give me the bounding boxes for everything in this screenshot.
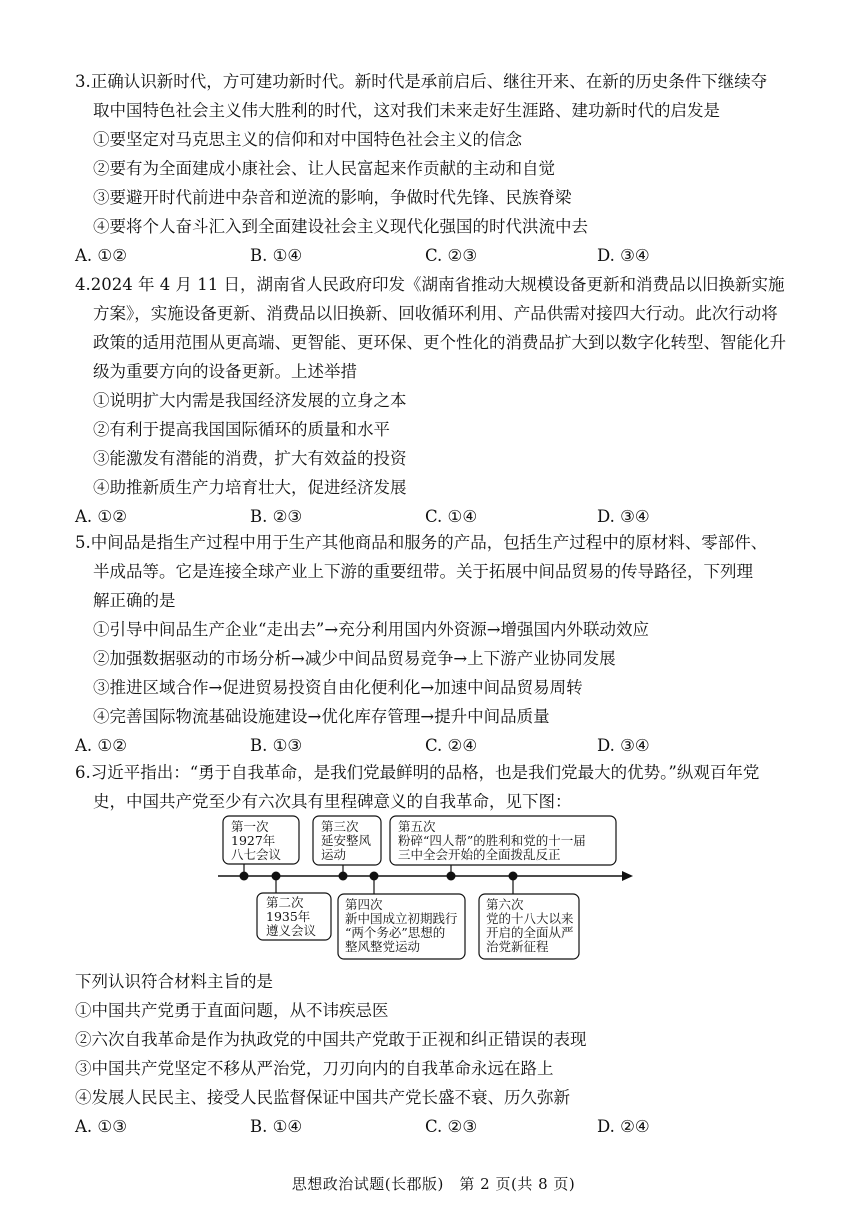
q4-stem-line-1: 4.2024 年 4 月 11 日，湖南省人民政府印发《湖南省推动大规模设备更新和消费品以旧换新实施 [75, 275, 785, 294]
q4-option-a[interactable]: A. ①② [75, 507, 127, 526]
timeline-dot-1 [240, 872, 249, 881]
first-year: 1927年 [231, 833, 276, 848]
first-event: 八七会议 [231, 847, 282, 862]
q5-option-c[interactable]: C. ②④ [425, 736, 478, 755]
timeline-dot-5 [447, 872, 456, 881]
page-footer: 思想政治试题(长郡版) 第 2 页(共 8 页) [291, 1175, 576, 1193]
q5-stem-line-3: 解正确的是 [93, 591, 176, 610]
q3-item-3: ③要避开时代前进中杂音和逆流的影响，争做时代先锋、民族脊梁 [93, 188, 572, 207]
q6-option-c[interactable]: C. ②③ [425, 1117, 478, 1136]
third-event-2: 运动 [321, 847, 347, 862]
q6-sub-stem: 下列认识符合材料主旨的是 [75, 972, 273, 991]
q3-option-a[interactable]: A. ①② [75, 246, 127, 265]
q4-item-4: ④助推新质生产力培育壮大，促进经济发展 [93, 478, 407, 497]
sixth-event-3: 治党新征程 [486, 939, 549, 954]
q4-stem-line-4: 级为重要方向的设备更新。上述举措 [93, 362, 357, 381]
timeline-dot-4 [370, 872, 379, 881]
fourth-event-1: 新中国成立初期践行 [345, 911, 458, 926]
q3-stem-line-2: 取中国特色社会主义伟大胜利的时代，这对我们未来走好生涯路、建功新时代的启发是 [93, 101, 720, 120]
q5-stem-line-2: 半成品等。它是连接全球产业上下游的重要纽带。关于拓展中间品贸易的传导路径，下列理 [93, 562, 753, 581]
q6-item-4: ④发展人民民主、接受人民监督保证中国共产党长盛不衰、历久弥新 [75, 1088, 570, 1107]
sixth-label: 第六次 [486, 897, 524, 912]
sixth-event-2: 开启的全面从严 [486, 925, 574, 940]
q5-item-3: ③推进区域合作→促进贸易投资自由化便利化→加速中间品贸易周转 [93, 678, 583, 697]
q3-option-d[interactable]: D. ③④ [597, 246, 650, 265]
q6-stem-line-1: 6.习近平指出：“勇于自我革命，是我们党最鲜明的品格，也是我们党最大的优势。”纵观百年党 [75, 763, 760, 782]
q3-item-2: ②要有为全面建成小康社会、让人民富起来作贡献的主动和自觉 [93, 159, 555, 178]
first-label: 第一次 [231, 819, 269, 834]
q5-option-b[interactable]: B. ①③ [250, 736, 303, 755]
q3-item-1: ①要坚定对马克思主义的信仰和对中国特色社会主义的信念 [93, 130, 522, 149]
q5-stem-line-1: 5.中间品是指生产过程中用于生产其他商品和服务的产品，包括生产过程中的原材料、零部件、 [75, 533, 768, 552]
q4-item-1: ①说明扩大内需是我国经济发展的立身之本 [93, 391, 407, 410]
sixth-event-1: 党的十八大以来 [486, 911, 574, 926]
timeline-dot-2 [272, 872, 281, 881]
q4-stem-line-3: 政策的适用范围从更高端、更智能、更环保、更个性化的消费品扩大到以数字化转型、智能化升 [93, 333, 786, 352]
q5-item-2: ②加强数据驱动的市场分析→减少中间品贸易竞争→上下游产业协同发展 [93, 649, 616, 668]
q5-item-4: ④完善国际物流基础设施建设→优化库存管理→提升中间品质量 [93, 707, 550, 726]
q4-option-d[interactable]: D. ③④ [597, 507, 650, 526]
q6-item-3: ③中国共产党坚定不移从严治党，刀刃向内的自我革命永远在路上 [75, 1059, 554, 1078]
q3-option-b[interactable]: B. ①④ [250, 246, 303, 265]
timeline-dot-3 [339, 872, 348, 881]
q6-option-a[interactable]: A. ①③ [75, 1117, 127, 1136]
q5-option-d[interactable]: D. ③④ [597, 736, 650, 755]
third-event-1: 延安整风 [321, 833, 372, 848]
q4-option-c[interactable]: C. ①④ [425, 507, 478, 526]
second-label: 第二次 [266, 895, 304, 910]
q4-item-3: ③能激发有潜能的消费，扩大有效益的投资 [93, 449, 407, 468]
q6-item-2: ②六次自我革命是作为执政党的中国共产党敢于正视和纠正错误的表现 [75, 1030, 587, 1049]
q5-option-a[interactable]: A. ①② [75, 736, 127, 755]
q6-item-1: ①中国共产党勇于直面问题，从不讳疾忌医 [75, 1001, 389, 1020]
q6-option-d[interactable]: D. ②④ [597, 1117, 650, 1136]
fifth-label: 第五次 [398, 819, 436, 834]
q4-item-2: ②有利于提高我国国际循环的质量和水平 [93, 420, 390, 439]
third-label: 第三次 [321, 819, 359, 834]
second-year: 1935年 [266, 909, 311, 924]
q6-options [75, 1112, 805, 1141]
q3-item-4: ④要将个人奋斗汇入到全面建设社会主义现代化强国的时代洪流中去 [93, 217, 588, 236]
fifth-event-1: 粉碎“四人帮”的胜利和党的十一届 [398, 833, 586, 848]
q6-option-b[interactable]: B. ①④ [250, 1117, 303, 1136]
fourth-label: 第四次 [345, 897, 383, 912]
q6-stem-line-2: 史，中国共产党至少有六次具有里程碑意义的自我革命，见下图： [93, 792, 572, 811]
q4-stem-line-2: 方案》，实施设备更新、消费品以旧换新、回收循环利用、产品供需对接四大行动。此次行动将 [93, 304, 778, 323]
timeline-arrow-icon [622, 871, 633, 881]
fourth-event-3: 整风整党运动 [345, 939, 421, 954]
q4-option-b[interactable]: B. ②③ [250, 507, 303, 526]
timeline-dot-6 [509, 872, 518, 881]
fourth-event-2: “两个务必”思想的 [345, 925, 446, 940]
fifth-event-2: 三中全会开始的全面拨乱反正 [398, 847, 561, 862]
q3-option-c[interactable]: C. ②③ [425, 246, 478, 265]
q3-stem-line-1: 3.正确认识新时代，方可建功新时代。新时代是承前启后、继往开来、在新的历史条件下继续夺 [75, 72, 768, 91]
q5-item-1: ①引导中间品生产企业“走出去”→充分利用国内外资源→增强国内外联动效应 [93, 620, 650, 639]
second-event: 遵义会议 [266, 923, 317, 938]
question-6-body [75, 967, 805, 1141]
